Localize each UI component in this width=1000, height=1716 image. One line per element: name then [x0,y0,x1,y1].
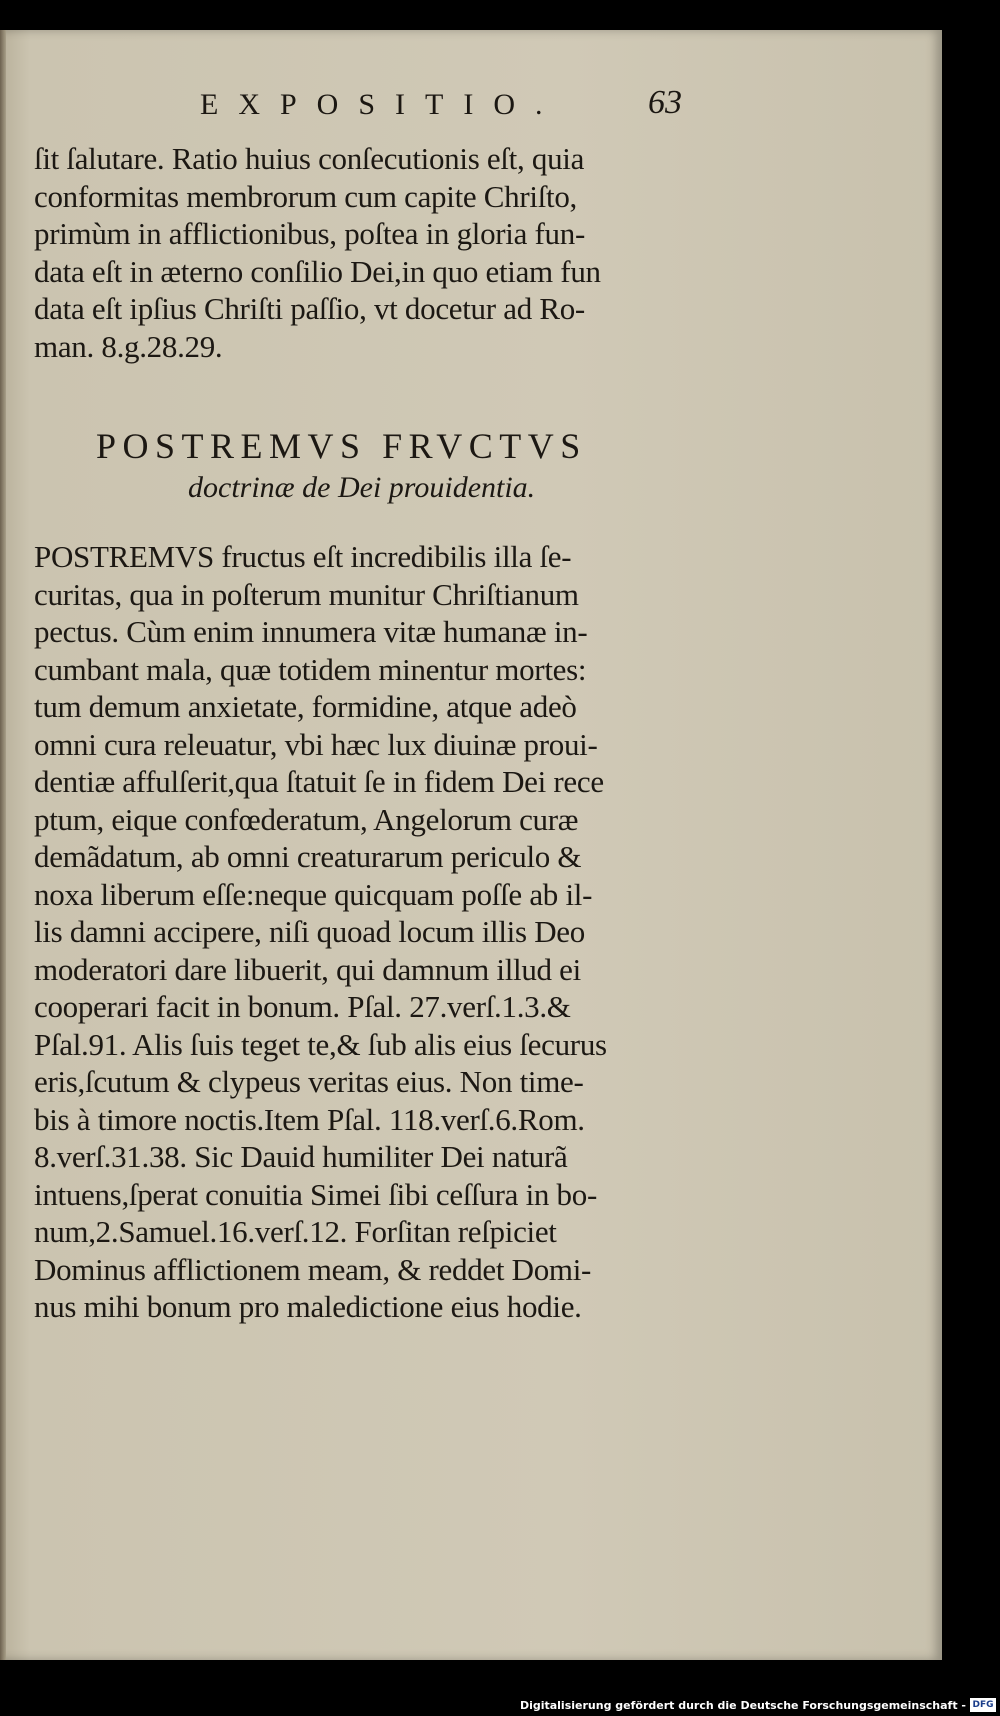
text-line: data eſt ipſius Chriſti paſſio, vt docetur ad Ro- [34,291,585,326]
text-line: primùm in afflictionibus, poſtea in gloria fun- [34,216,585,251]
text-line: noxa liberum eſſe:neque quicquam poſſe ab il- [34,876,593,912]
text-line: eris,ſcutum & clypeus veritas eius. Non time- [34,1064,584,1099]
text-line: nus mihi bonum pro maledictione eius hodie. [34,1289,582,1324]
text-line: demãdatum, ab omni creaturarum periculo & [34,839,582,874]
text-line: pectus. Cùm enim innumera vitæ humanæ in- [34,614,588,649]
text-line: intuens,ſperat conuitia Simei ſibi ceſſura in bo- [34,1176,597,1212]
text-line: dentiæ affulſerit,qua ſtatuit ſe in fidem Dei rece [34,764,604,799]
text-line: 8.verſ.31.38. Sic Dauid humiliter Dei naturã [34,1139,568,1174]
text-line: cumbant mala, quæ totidem minentur mortes: [34,651,587,687]
page-header [200,84,700,138]
text-line: tum demum anxietate, formidine, atque adeò [34,689,577,724]
section-heading [96,424,696,508]
text-line: ſit ſalutare. Ratio huius conſecutionis eſt, quia [34,141,585,176]
text-line: bis à timore noctis.Item Pſal. 118.verſ.6.Rom. [34,1101,585,1137]
heading-subtitle: doctrinæ de Dei prouidentia. [188,471,536,504]
dfg-logo-icon: DFG [970,1698,996,1712]
text-line: ptum, eique confœderatum, Angelorum curæ [34,801,579,837]
footer-bar [0,1696,1000,1716]
paragraph-1 [34,140,694,365]
text-line: man. 8.g.28.29. [34,328,223,364]
text-line: curitas, qua in poſterum munitur Chriſtianum [34,576,579,612]
text-line: omni cura releuatur, vbi hæc lux diuinæ proui- [34,726,598,762]
text-line: Pſal.91. Alis ſuis teget te,& ſub alis eius ſecurus [34,1026,607,1062]
text-line: lis damni accipere, niſi quoad locum illis Deo [34,914,585,949]
text-line: moderatori dare libuerit, qui damnum illud ei [34,951,581,987]
running-title: EXPOSITIO. [200,88,563,121]
page-edge [0,30,6,1660]
funding-notice: Digitalisierung gefördert durch die Deutsche Forschungsgemeinschaft - [519,1699,966,1712]
heading-main: POSTREMVS FRVCTVS [96,426,587,466]
paragraph-2 [34,538,694,1326]
text-line: POSTREMVS fructus eſt incredibilis illa ſe- [34,539,572,574]
text-line: Dominus afflictionem meam, & reddet Domi- [34,1251,592,1287]
text-line: data eſt in æterno conſilio Dei,in quo etiam fun [34,253,601,289]
text-line: conformitas membrorum cum capite Chriſto, [34,178,577,214]
text-line: num,2.Samuel.16.verſ.12. Forſitan reſpiciet [34,1214,557,1249]
text-line: cooperari facit in bonum. Pſal. 27.verſ.1.3.& [34,989,571,1024]
page-number: 63 [648,84,682,121]
